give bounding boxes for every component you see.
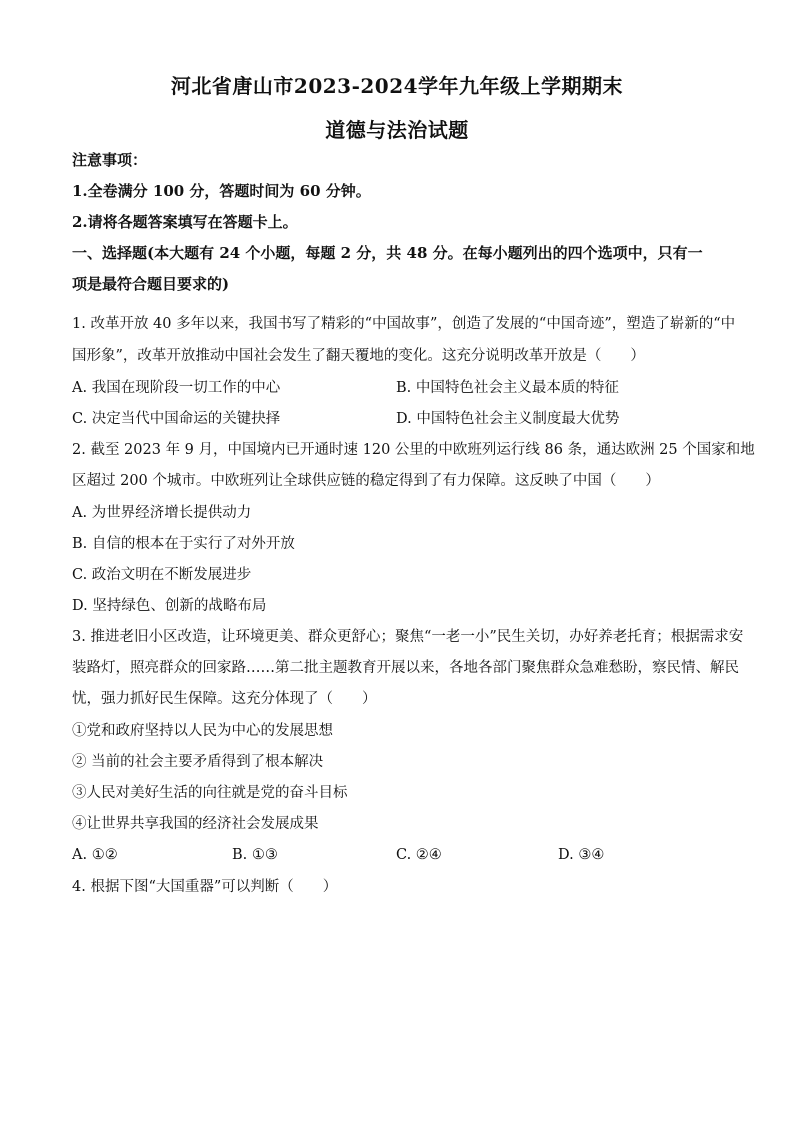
q3-stem-line-3: 忧，强力抓好民生保障。这充分体现了（ ）	[72, 691, 377, 707]
q1-stem-line-1: 1. 改革开放 40 多年以来，我国书写了精彩的“中国故事”，创造了发展的“中国奇迹”，塑造了崭新的“中	[72, 316, 736, 332]
notes-item-1: 1.全卷满分 100 分，答题时间为 60 分钟。	[72, 182, 371, 200]
q3-statement-4: ④让世界共享我国的经济社会发展成果	[72, 816, 319, 832]
q4-stem-line-1: 4. 根据下图“大国重器”可以判断（ ）	[72, 879, 338, 895]
exam-title: 河北省唐山市2023-2024学年九年级上学期期末	[170, 74, 624, 98]
q3-option-b: B. ①③	[232, 847, 278, 863]
q3-stem-line-2: 装路灯，照亮群众的回家路……第二批主题教育开展以来，各地各部门聚焦群众急难愁盼，察民情、解民	[72, 660, 739, 676]
q1-option-d: D. 中国特色社会主义制度最大优势	[396, 411, 620, 427]
q3-option-d: D. ③④	[558, 847, 605, 863]
exam-subtitle: 道德与法治试题	[325, 118, 469, 142]
q2-stem-line-2: 区超过 200 个城市。中欧班列让全球供应链的稳定得到了有力保障。这反映了中国（ ）	[72, 473, 660, 489]
q1-option-c: C. 决定当代中国命运的关键抉择	[72, 411, 281, 427]
q2-option-c: C. 政治文明在不断发展进步	[72, 567, 252, 583]
q3-statement-2: ② 当前的社会主要矛盾得到了根本解决	[72, 754, 324, 770]
notes-item-2: 2.请将各题答案填写在答题卡上。	[72, 213, 298, 231]
q2-stem-line-1: 2. 截至 2023 年 9 月，中国境内已开通时速 120 公里的中欧班列运行线 86 条，通达欧洲 25 个国家和地	[72, 442, 755, 458]
q3-option-c: C. ②④	[396, 847, 442, 863]
section-heading-line-2: 项是最符合题目要求的)	[72, 275, 230, 293]
q1-option-a: A. 我国在现阶段一切工作的中心	[72, 380, 281, 396]
q2-option-b: B. 自信的根本在于实行了对外开放	[72, 536, 295, 552]
notes-heading: 注意事项：	[72, 151, 148, 169]
q3-stem-line-1: 3. 推进老旧小区改造，让环境更美、群众更舒心；聚焦“一老一小”民生关切，办好养老托育；根据需求安	[72, 629, 744, 645]
q1-option-b: B. 中国特色社会主义最本质的特征	[396, 380, 619, 396]
q3-statement-3: ③人民对美好生活的向往就是党的奋斗目标	[72, 785, 348, 801]
q3-option-a: A. ①②	[72, 847, 118, 863]
q2-option-a: A. 为世界经济增长提供动力	[72, 505, 252, 521]
q3-statement-1: ①党和政府坚持以人民为中心的发展思想	[72, 723, 333, 739]
q1-stem-line-2: 国形象”，改革开放推动中国社会发生了翻天覆地的变化。这充分说明改革开放是（ ）	[72, 348, 645, 364]
section-heading-line-1: 一、选择题(本大题有 24 个小题，每题 2 分，共 48 分。在每小题列出的四个选项中，只有一	[72, 244, 703, 262]
q2-option-d: D. 坚持绿色、创新的战略布局	[72, 598, 267, 614]
